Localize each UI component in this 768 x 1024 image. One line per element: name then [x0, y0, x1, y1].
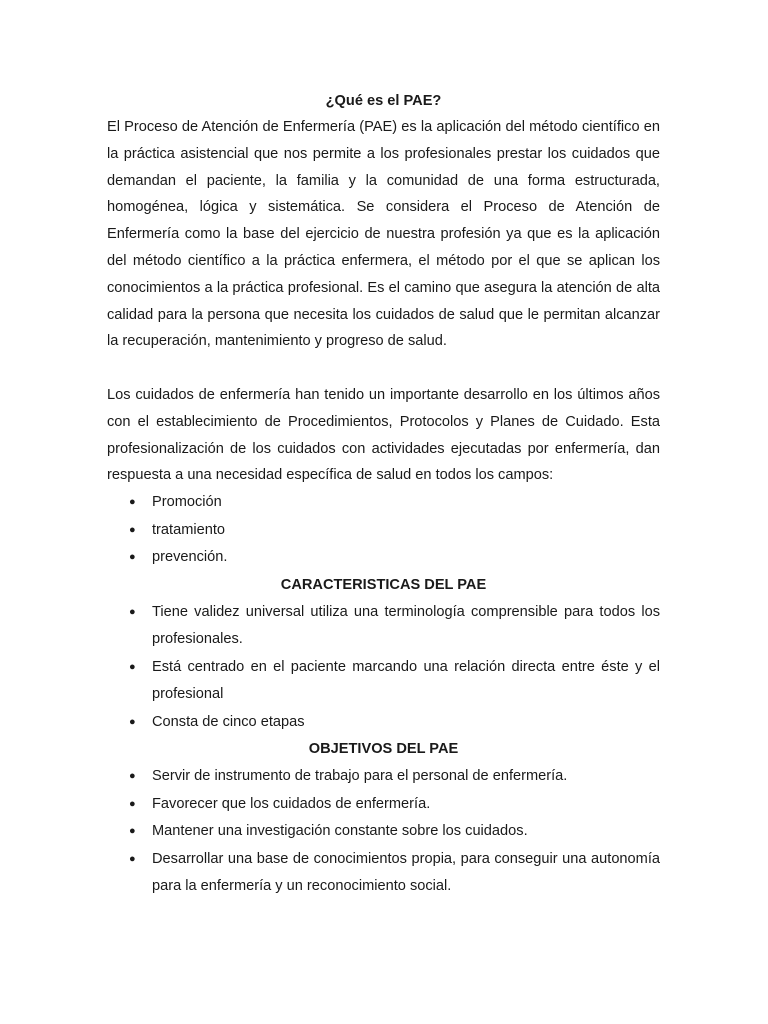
objetivos-heading: OBJETIVOS DEL PAE: [308, 741, 459, 758]
list-item: [107, 763, 660, 791]
bullet-icon: ●: [129, 797, 136, 810]
list-item-text: Tiene validez universal utiliza una terminología comprensible para todos los profesionales.: [152, 603, 660, 648]
caracteristicas-list: [107, 599, 660, 737]
intro-paragraph: El Proceso de Atención de Enfermería (PAE) es la aplicación del método científico en la práctica asistencial que nos permite a los profesionales prestar los cuidados que demandan el paciente, la familia y la comunidad de una forma estructurada, homogénea, lógica y sistemática. Se considera el Proceso de Atención de Enfermería como la base del ejercicio de nuestra profesión ya que es la aplicación del método científico a la práctica enfermera, el método por el que se aplican los conocimientos a la práctica profesional. Es el camino que asegura la atención de alta calidad para la persona que necesita los cuidados de salud que le permitan alcanzar la recuperación, mantenimiento y progreso de salud.: [107, 119, 660, 350]
bullet-icon: ●: [129, 715, 136, 728]
list-item-text: tratamiento: [152, 521, 226, 538]
list-item: [107, 517, 660, 545]
bullet-icon: ●: [129, 551, 136, 564]
list-item-text: Favorecer que los cuidados de enfermería.: [152, 795, 431, 812]
list-item-text: Está centrado en el paciente marcando una relación directa entre éste y el profesional: [152, 658, 660, 703]
list-item: [107, 791, 660, 819]
bullet-icon: ●: [129, 770, 136, 783]
list-item: [107, 846, 660, 901]
bullet-icon: ●: [129, 852, 136, 865]
campos-list: [107, 489, 660, 572]
list-item-text: Desarrollar una base de conocimientos propia, para conseguir una autonomía para la enfermería y un reconocimiento social.: [152, 850, 660, 895]
list-item: [107, 599, 660, 654]
bullet-icon: ●: [129, 496, 136, 509]
list-item-text: prevención.: [152, 549, 228, 566]
list-item: [107, 654, 660, 709]
list-item: [107, 818, 660, 846]
list-item-text: Consta de cinco etapas: [152, 713, 305, 730]
document-page: [107, 88, 660, 901]
list-item-text: Mantener una investigación constante sobre los cuidados.: [152, 823, 528, 840]
bullet-icon: ●: [129, 523, 136, 536]
bullet-icon: ●: [129, 660, 136, 673]
development-paragraph: Los cuidados de enfermería han tenido un importante desarrollo en los últimos años con el establecimiento de Procedimientos, Protocolos y Planes de Cuidado. Esta profesionalización de los cuidados con actividades ejecutadas por enfermería, dan respuesta a una necesidad específica de salud en todos los campos:: [107, 386, 660, 484]
document-title: ¿Qué es el PAE?: [325, 93, 442, 109]
bullet-icon: ●: [129, 605, 136, 618]
list-item: [107, 709, 660, 737]
list-item: [107, 489, 660, 517]
list-item: [107, 544, 660, 572]
caracteristicas-heading: CARACTERISTICAS DEL PAE: [280, 576, 487, 593]
bullet-icon: ●: [129, 825, 136, 838]
objetivos-list: [107, 763, 660, 901]
list-item-text: Servir de instrumento de trabajo para el personal de enfermería.: [152, 768, 568, 785]
paragraph-spacer: [107, 355, 660, 382]
list-item-text: Promoción: [152, 494, 222, 511]
